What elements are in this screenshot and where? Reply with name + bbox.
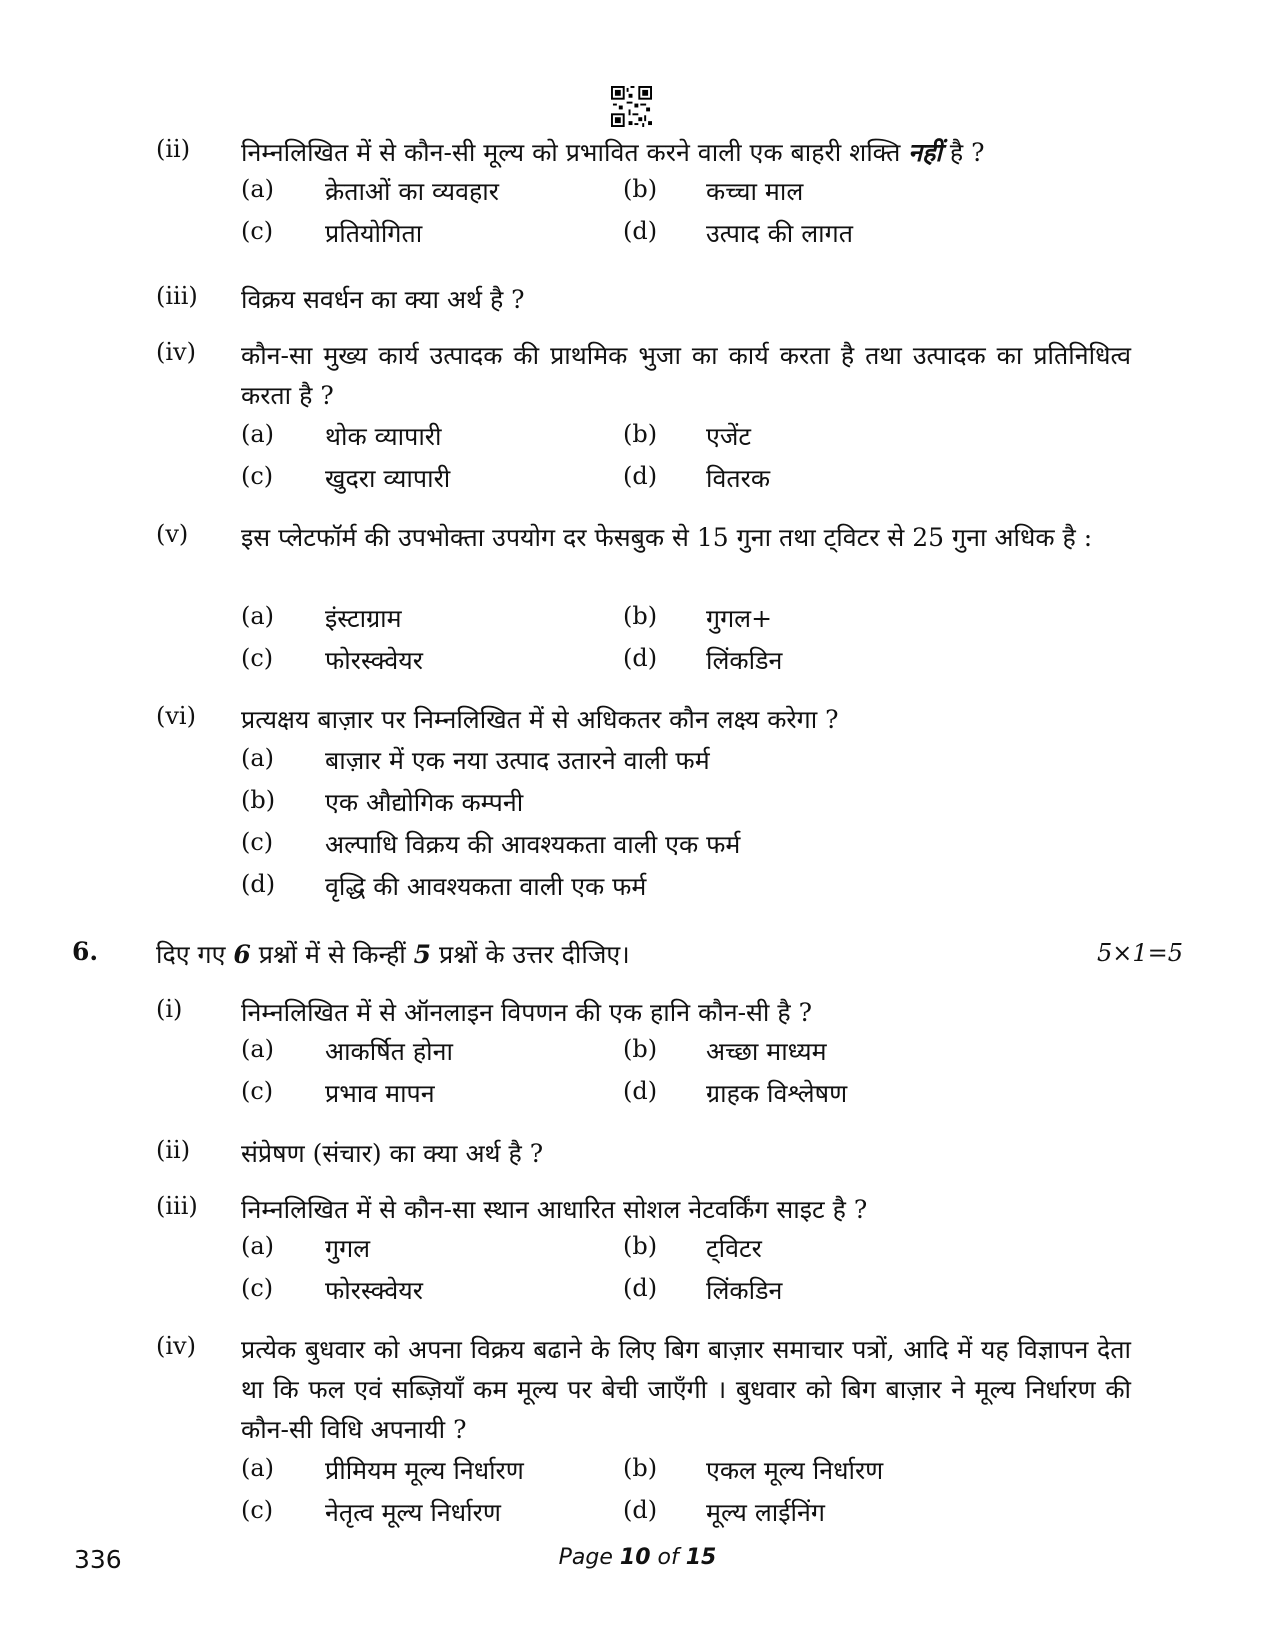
question-number: (vi) [156,702,196,730]
option-text: उत्पाद की लागत [706,219,853,248]
option-text: एजेंट [706,422,751,451]
question-text: संप्रेषण (संचार) का क्या अर्थ है ? [241,1139,544,1168]
option-label: (c) [241,1274,274,1302]
option-text: ग्राहक विश्लेषण [706,1079,848,1108]
option-label: (d) [241,870,276,898]
question-text: प्रत्येक बुधवार को अपना विक्रय बढाने के लिए बिग बाज़ार समाचार पत्रों, आदि में यह विज्ञापन देता था कि फल एवं सब्ज़ियाँ कम मूल्य पर बेची जाएँगी । बुधवार को बिग बाज़ार ने मूल्य निर्धारण की कौन-सी विधि अपनायी ? [241,1335,1131,1444]
option-text: गुगल+ [706,604,773,633]
option-text: इंस्टाग्राम [325,604,402,633]
option-text: बाज़ार में एक नया उत्पाद उतारने वाली फर्म [325,746,710,775]
option-text: वितरक [706,464,771,493]
option-label: (c) [241,1077,274,1105]
page-number: Page 10 of 15 [558,1545,717,1570]
option-text: प्रीमियम मूल्य निर्धारण [325,1456,524,1485]
option-label: (a) [241,1454,275,1482]
option-label: (d) [623,217,658,245]
option-text: खुदरा व्यापारी [325,464,451,493]
option-label: (c) [241,462,274,490]
option-label: (b) [623,602,658,630]
option-label: (a) [241,602,275,630]
question-number: (iii) [156,282,198,310]
question-instruction: दिए गए 6 प्रश्नों में से किन्हीं 5 प्रश्नों के उत्तर दीजिए। [156,940,630,969]
option-text: गुगल [325,1234,371,1263]
option-label: (b) [623,1454,658,1482]
option-label: (a) [241,175,275,203]
question-text: इस प्लेटफॉर्म की उपभोक्ता उपयोग दर फेसबुक से 15 गुना तथा ट्विटर से 25 गुना अधिक है : [241,523,1093,552]
question-text: प्रत्यक्षय बाज़ार पर निम्नलिखित में से अधिकतर कौन लक्ष्य करेगा ? [241,705,839,734]
option-text: क्रेताओं का व्यवहार [325,177,499,206]
question-text: निम्नलिखित में से कौन-सी मूल्य को प्रभावित करने वाली एक बाहरी शक्ति नहीं है ? [241,138,985,167]
option-label: (d) [623,1274,658,1302]
question-number: (i) [156,995,183,1023]
option-text: मूल्य लाईनिंग [706,1498,825,1527]
question-number: (iv) [156,338,196,366]
option-label: (c) [241,1496,274,1524]
option-text: एकल मूल्य निर्धारण [706,1456,884,1485]
option-label: (d) [623,1077,658,1105]
question-text: कौन-सा मुख्य कार्य उत्पादक की प्राथमिक भुजा का कार्य करता है तथा उत्पादक का प्रतिनिधित्व करता है ? [241,341,1131,410]
option-label: (a) [241,744,275,772]
question-number: (ii) [156,135,191,163]
question-text: निम्नलिखित में से कौन-सा स्थान आधारित सोशल नेटवर्किंग साइट है ? [241,1195,868,1224]
option-text: फोरस्क्वेयर [325,1276,423,1305]
marks-label: 5×1=5 [1096,939,1183,967]
question-number: (v) [156,520,189,548]
option-text: लिंकडिन [706,1276,783,1305]
option-label: (d) [623,1496,658,1524]
option-text: कच्चा माल [706,177,804,206]
question-number: 6. [72,937,99,966]
option-text: थोक व्यापारी [325,422,442,451]
option-label: (a) [241,1035,275,1063]
question-text: विक्रय सवर्धन का क्या अर्थ है ? [241,285,525,314]
question-text: निम्नलिखित में से ऑनलाइन विपणन की एक हानि कौन-सी है ? [241,998,812,1027]
option-label: (b) [241,786,276,814]
option-text: फोरस्क्वेयर [325,646,423,675]
option-label: (a) [241,420,275,448]
option-text: एक औद्योगिक कम्पनी [325,788,524,817]
option-label: (b) [623,420,658,448]
option-text: वृद्धि की आवश्यकता वाली एक फर्म [325,872,647,901]
question-number: (iii) [156,1192,198,1220]
option-text: नेतृत्व मूल्य निर्धारण [325,1498,501,1527]
option-text: प्रभाव मापन [325,1079,435,1108]
option-label: (c) [241,217,274,245]
option-label: (b) [623,1035,658,1063]
option-text: अच्छा माध्यम [706,1037,827,1066]
option-label: (a) [241,1232,275,1260]
option-text: ट्विटर [706,1234,762,1263]
option-label: (b) [623,175,658,203]
option-text: अल्पाधि विक्रय की आवश्यकता वाली एक फर्म [325,830,741,859]
qr-code-image [611,86,652,127]
question-number: (ii) [156,1136,191,1164]
option-text: लिंकडिन [706,646,783,675]
emphasis-text: नहीं [908,138,942,167]
option-text: आकर्षित होना [325,1037,453,1066]
option-label: (d) [623,462,658,490]
option-text: प्रतियोगिता [325,219,423,248]
option-label: (c) [241,828,274,856]
question-number: (iv) [156,1332,196,1360]
option-label: (c) [241,644,274,672]
option-label: (b) [623,1232,658,1260]
option-label: (d) [623,644,658,672]
paper-code: 336 [74,1545,122,1574]
